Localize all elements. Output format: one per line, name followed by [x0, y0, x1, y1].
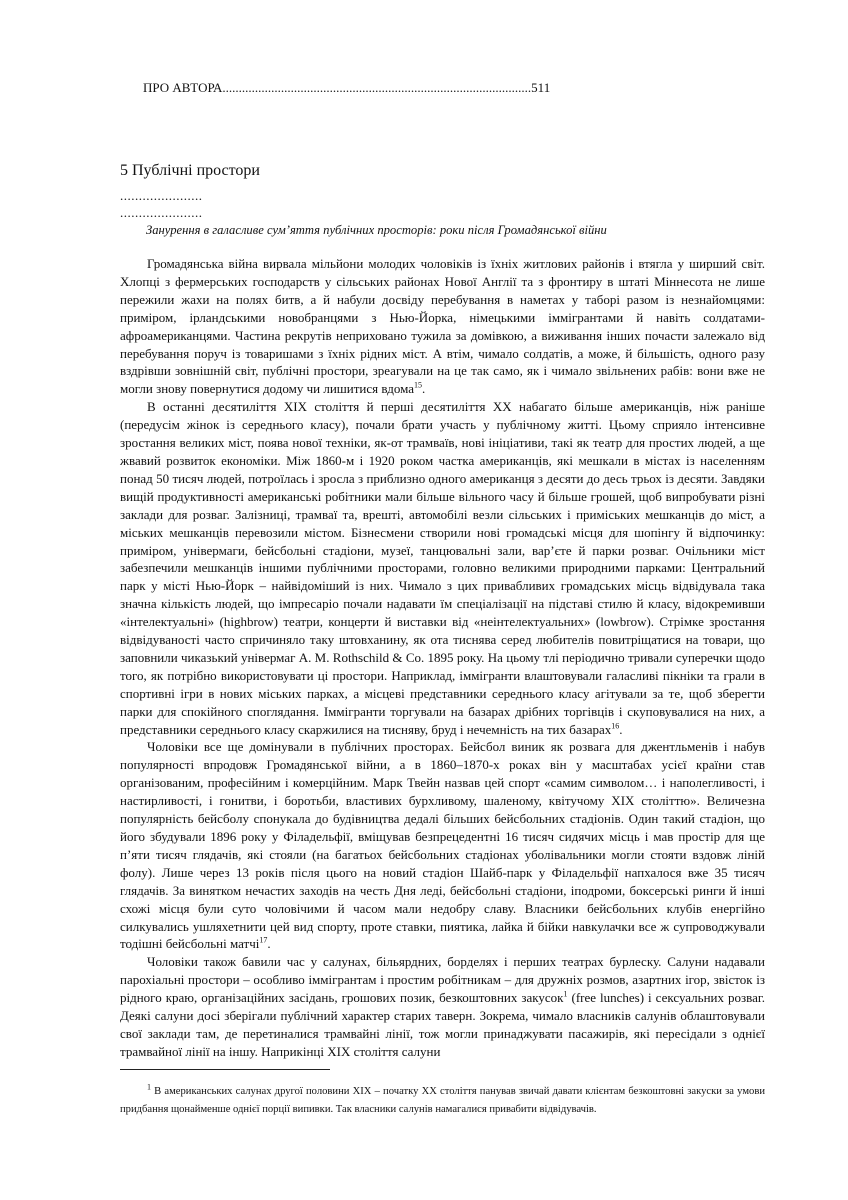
toc-leader: ...............................................................................................: [222, 80, 532, 95]
paragraph-end: .: [267, 936, 271, 952]
endnote-ref: 16: [611, 721, 620, 731]
paragraph-end: (free lunches) і сексуальних розваг. Деякі салуни досі зберігали публічний характер старих таверн. Зокрема, чимало власників салунів облаштовували свої заклади там, де перетиналися трамвайні лінії, тож могли принаджувати пасажирів, які пересідали з однієї трамвайної лінії на іншу. Наприкінці XIX століття салуни: [120, 990, 765, 1059]
body-text: [120, 255, 765, 1061]
footnote-divider: [120, 1069, 330, 1070]
toc-label: ПРО АВТОРА: [143, 80, 223, 95]
footnote-text: В американських салунах другої половини XIX – початку XX століття панував звичай давати клієнтам безкоштовні закуски за умови придбання щонайменше однієї порції випивки. Так власники салунів намагалися привабити відвідувачів.: [120, 1086, 765, 1115]
footnote-number: 1: [147, 1082, 151, 1092]
chapter-title: 5 Публічні простори: [120, 162, 260, 179]
footnote: [120, 1083, 765, 1119]
section-title: Занурення в галасливе сум’яття публічних просторів: роки після Громадянської війни: [146, 223, 607, 237]
paragraph-text: В останні десятиліття XIX століття й перші десятиліття XX набагато більше американців, ніж раніше (передусім жінок із середнього класу), почали брати участь у публічному житті. Цьому сприяло інтенсивне зростання великих міст, поява нової техніки, як-от трамваїв, нові ініціативи, такі як театр для простих людей, а ще жвавий розвиток економіки. Між 1860-м і 1920 роком частка американців, які мешкали в містах із населенням понад 50 тисяч людей, потроїлась і зросла з приблизно одного американця з десяти до десь трьох із десяти. Завдяки вищій продуктивності американські робітники мали більше вільного часу й більше грошей, щоб випробувати різні заклади для розваг. Залізниці, трамваї та, врешті, автомобілі везли сільських і приміських мешканців до міст, а міських мешканців перевозили містом. Бізнесмени створили нові громадські місця для шопінгу й відпочинку: приміром, універмаги, бейсбольні стадіони, музеї, танцювальні зали, вар’єте й парки розваг. Очільники міст забезпечили мешканців іншими публічними просторами, головно великими природними парками: Центральний парк у місті Нью-Йорк – найвідоміший із них. Чимало з цих привабливих громадських місць відвідувала така значна кількість людей, що імпресаріо почали надавати їм спеціалізації на підставі стилю й класу, відокремивши «інтелектуальні» (highbrow) театри, концерти й виставки від «неінтелектуальних» (lowbrow). Стрімке зростання відвідуваності часто спричиняло таку штовханину, як ота тиснява серед любителів повитріщатися на товари, що заповнили чиказький універмаг A. M. Rothschild & Co. 1895 року. На цьому тлі періодично тривали суперечки щодо того, як потрібно використовувати ці простори. Наприклад, іммігранти влаштовували галасливі пікніки та грали в спортивні ігри в нових міських парках, а місцеві представники середнього класу агітували за те, щоб зберегти парки для спокійного споглядання. Іммігранти торгували на базарах дрібних торгівців і скуповувалися на них, а представники середнього класу скаржилися на тисняву, бруд і нечемність на тих базарах: [120, 399, 765, 737]
placeholder-dots: ......................: [120, 188, 203, 203]
paragraph: [120, 255, 765, 398]
paragraph-text: Чоловіки все ще домінували в публічних просторах. Бейсбол виник як розвага для джентльменів і набув популярності впродовж Громадянської війни, а в 1860–1870-х роках він у масштабах усієї країни став організованим, професійним і комерційним. Марк Твейн назвав цей спорт «самим символом… і наполегливості, і настирливості, і гонитви, і боротьби, властивих бурхливому, шаленому, квітучому XIX століттю». Величезна популярність бейсболу спонукала до будівництва дедалі більших бейсбольних стадіонів. Один такий стадіон, що його збудували 1896 року у Філадельфії, вміщував безпрецедентні 16 тисяч сидячих місць і мав простір для ще п’яти тисяч глядачів, які стояли (на багатьох бейсбольних стадіонах уболівальники могли стояти вздовж ліній фолу). Лише через 13 років після цього на новий стадіон Шайб-парк у Філадельфії напхалося вже 35 тисяч глядачів. За винятком нечастих заходів на честь Дня леді, бейсбольні стадіони, іподроми, боксерські ринги й інші схожі місця були суто чоловічими й часом мали недобру славу. Власники бейсбольних клубів енергійно силкувались ушляхетнити цей вид спорту, проте ставки, пиятика, лайка й бійки навкулачки все ж супроводжували тодішні бейсбольні матчі: [120, 739, 765, 952]
paragraph-end: .: [421, 381, 426, 397]
paragraph-text: Громадянська війна вирвала мільйони молодих чоловіків із їхніх житлових районів і втягла у ширший світ. Хлопці з фермерських господарств у сільських районах Нової Англії та з фронтиру в штаті Міннесота не лише пережили жахи на полях битв, а й набули досвіду перебування в наметах у таборі разом із незнайомцями: приміром, ірландськими новобранцями з Нью-Йорка, німецькими іммігрантами й навіть солдатами-афроамериканцями. Частина рекрутів неприховано тужила за домівкою, а виживання інших почасти залежало від перебування поруч із товаришами з їхніх рідних міст. А втім, чимало солдатів, а може, й більшість, одного разу вздрівши зовнішній світ, публічні простори, зреагували на це так само, як і чимало звільнених рабів: вони вже не могли знову повернутися додому чи лишитися вдома: [120, 256, 765, 397]
paragraph: [120, 953, 765, 1060]
paragraph: [120, 738, 765, 953]
paragraph-end: .: [619, 721, 623, 737]
paragraph: [120, 398, 765, 738]
placeholder-dots: ......................: [120, 205, 203, 220]
endnote-ref: 15: [413, 381, 422, 391]
footnote-ref: 1: [563, 989, 568, 999]
toc-page-number: 511: [531, 80, 551, 95]
toc-entry: [143, 80, 550, 96]
endnote-ref: 17: [259, 936, 268, 946]
paragraph-text: Чоловіки також бавили час у салунах, більярдних, борделях і перших театрах бурлеску. Салуни надавали парохіальні простори – особливо іммігрантам і простим робітникам – для дружніх розмов, азартних ігор, звісток із рідного краю, організаційних засідань, грошових позик, безкоштовних закусок: [120, 954, 765, 1006]
